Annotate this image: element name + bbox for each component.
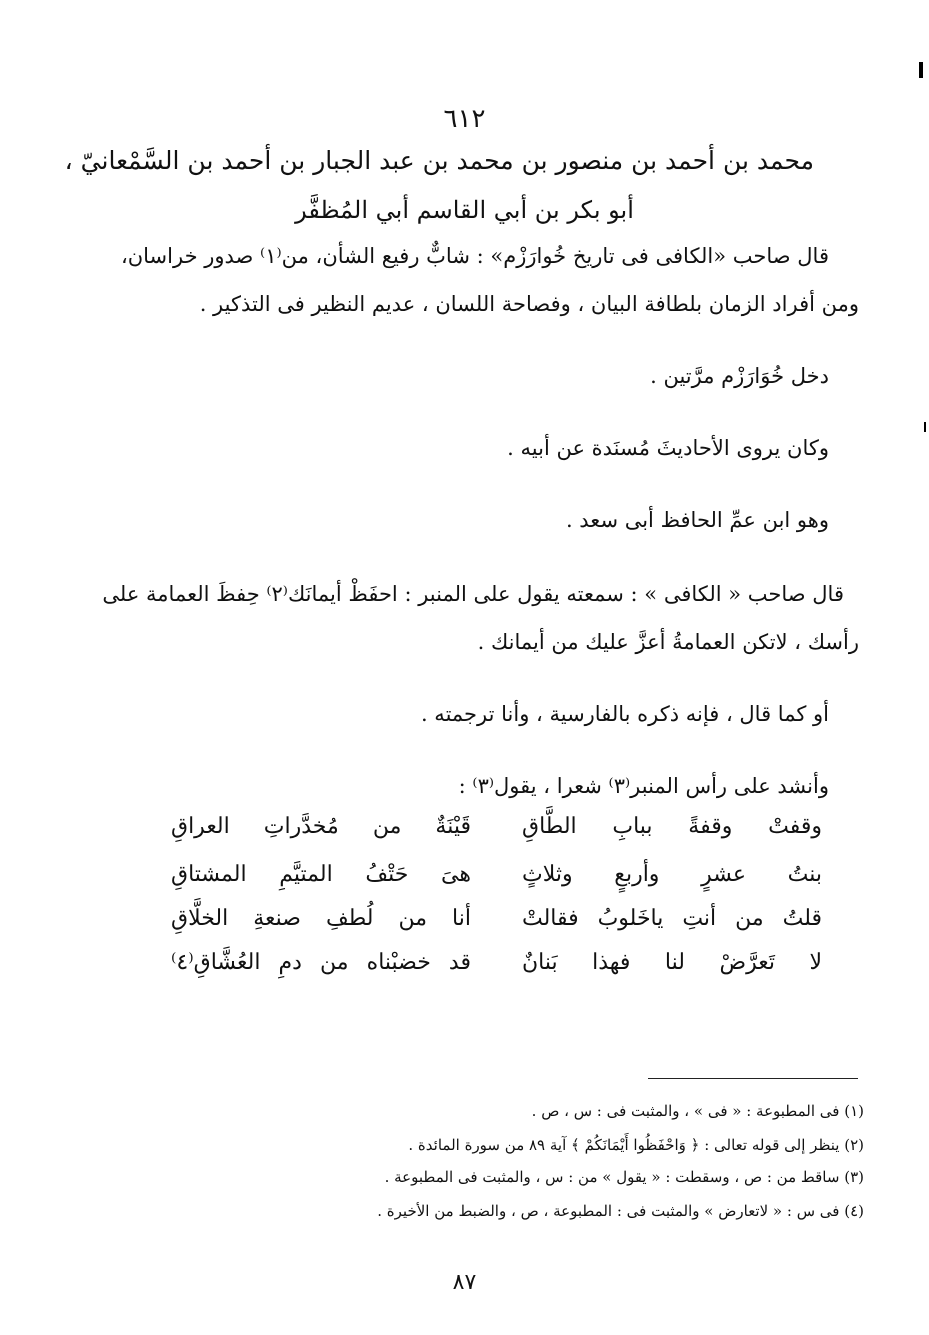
paragraph-line: دخل خُوَارَزْم مرَّتين .	[650, 364, 829, 388]
paragraph-line: وأنشد على رأس المنبر⁽٣⁾ شعرا ، يقول⁽٣⁾ :	[458, 774, 829, 798]
verse-first-hemistich: قلتُ من أنتِ ياخَلوبُ فقالتْ	[522, 906, 822, 931]
verse-second-hemistich: قد خضبْناه من دمِ العُشَّاقِ⁽٤⁾	[171, 950, 471, 975]
paragraph-line: وكان يروى الأحاديثَ مُسنَدة عن أبيه .	[507, 436, 829, 460]
scan-edge-mark	[919, 62, 923, 78]
verse-first-hemistich: لا تَعرَّضْ لنا فهذا بَنانٌ	[522, 950, 822, 975]
verse-first-hemistich: وقفتْ وقفةً ببابِ الطَّاقِ	[522, 814, 822, 839]
paragraph-line: قال صاحب «الكافى فى تاريخ خُوارَزْم» : شابٌّ رفيع الشأن، من⁽١⁾ صدور خراسان،	[120, 244, 829, 268]
verse-first-hemistich: بنتُ عشرٍ وأربعٍ وثلاثٍ	[522, 862, 822, 887]
verse-second-hemistich: قَيْنَةٌ من مُخدَّراتِ العراقِ	[171, 814, 471, 839]
footnote: (١) فى المطبوعة : « فى » ، والمثبت فى : س ، ص .	[531, 1102, 864, 1120]
paragraph-line: ومن أفراد الزمان بلطافة البيان ، وفصاحة اللسان ، عديم النظير فى التذكير .	[199, 292, 859, 316]
heading-line-1: محمد بن أحمد بن منصور بن محمد بن عبد الجبار بن أحمد بن السَّمْعانيّ ،	[64, 146, 814, 175]
verse-second-hemistich: هىَ حَتْفُ المتيَّمِ المشتاقِ	[171, 862, 471, 887]
verse-second-hemistich: أنا من لُطفِ صنعةِ الخلَّاقِ	[171, 906, 471, 931]
heading-line-2: أبو بكر بن أبي القاسم أبي المُظفَّر	[295, 196, 634, 224]
scan-edge-mark	[924, 422, 926, 432]
footnote: (٤) فى س : « لاتعارض » والمثبت فى : المطبوعة ، ص ، والضبط من الأخيرة .	[377, 1202, 864, 1220]
entry-number: ٦١٢	[443, 104, 486, 134]
footnote: (٢) ينظر إلى قوله تعالى : ﴿ وَاحْفَظُوا أَيْمَانَكُمْ ﴾ آية ٨٩ من سورة المائدة .	[408, 1136, 864, 1154]
paragraph-line: قال صاحب « الكافى » : سمعته يقول على المنبر : احفَظْ أيمانَك⁽٢⁾ حِفظَ العمامة على	[102, 582, 844, 606]
footnote-separator	[648, 1078, 858, 1079]
footnote: (٣) ساقط من : ص ، وسقطت : « يقول » من : س ، والمثبت فى المطبوعة .	[384, 1168, 864, 1186]
paragraph-line: أو كما قال ، فإنه ذكره بالفارسية ، وأنا ترجمته .	[420, 702, 829, 726]
page-number: ٨٧	[452, 1270, 477, 1295]
paragraph-line: وهو ابن عمِّ الحافظ أبى سعد .	[565, 508, 829, 532]
paragraph-line: رأسك ، لاتكن العمامةُ أعزَّ عليك من أيمانك .	[477, 630, 859, 654]
